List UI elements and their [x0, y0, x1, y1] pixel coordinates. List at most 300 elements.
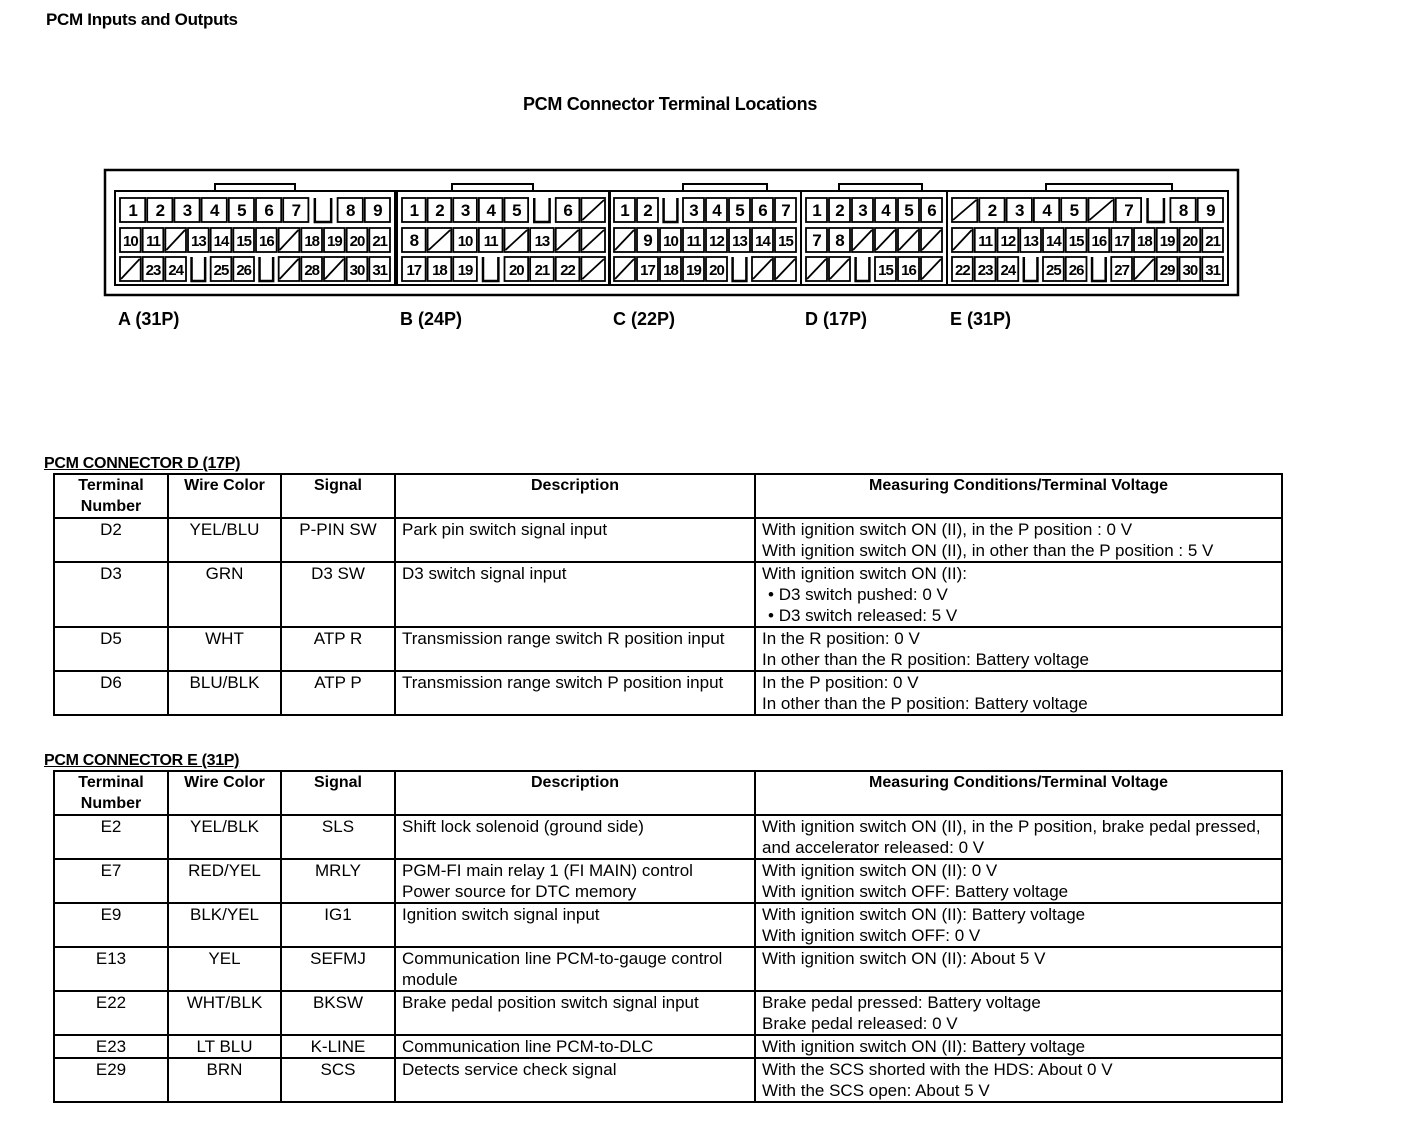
measuring-conditions-cell: [755, 991, 1282, 1035]
measurement-line: With the SCS shorted with the HDS: About 0 V: [762, 1060, 1113, 1079]
svg-text:10: 10: [457, 233, 473, 250]
terminal-cavity: [229, 198, 254, 222]
svg-text:19: 19: [457, 262, 473, 279]
measurement-line: With the SCS open: About 5 V: [762, 1081, 990, 1100]
svg-text:18: 18: [663, 262, 678, 279]
svg-text:2: 2: [155, 201, 165, 220]
terminal-cavity: [143, 257, 164, 281]
blank-cavity: [806, 257, 827, 281]
measurement-line: With ignition switch ON (II), in the P position : 0 V: [762, 520, 1133, 539]
table-row: [54, 1035, 1282, 1058]
description-line: Power source for DTC memory: [402, 882, 637, 901]
connector-key: [534, 198, 549, 222]
svg-text:8: 8: [345, 201, 355, 220]
measurement-bullet: • D3 switch pushed: 0 V: [762, 584, 1275, 605]
blank-cavity: [581, 198, 605, 222]
terminal-number-cell: E29: [54, 1058, 168, 1102]
svg-text:20: 20: [1182, 233, 1198, 250]
terminal-cavity: [1134, 228, 1155, 252]
svg-text:31: 31: [372, 262, 388, 279]
wire-color-cell: GRN: [168, 562, 281, 627]
terminal-number-cell: E22: [54, 991, 168, 1035]
terminal-cavity: [752, 198, 773, 222]
wire-color-cell: WHT: [168, 627, 281, 671]
blank-cavity: [165, 228, 186, 252]
svg-text:7: 7: [781, 201, 790, 220]
svg-text:11: 11: [978, 233, 993, 250]
terminal-cavity: [479, 198, 503, 222]
description-cell: [395, 518, 755, 562]
connector-d-table: [53, 473, 1283, 716]
measuring-conditions-cell: [755, 859, 1282, 903]
connector-diagram: [0, 160, 1408, 305]
terminal-cavity: [1043, 228, 1064, 252]
signal-cell: BKSW: [281, 991, 395, 1035]
svg-text:21: 21: [534, 262, 550, 279]
blank-cavity: [1134, 257, 1155, 281]
col-signal: Signal: [281, 771, 395, 815]
svg-text:1: 1: [128, 201, 137, 220]
svg-text:10: 10: [122, 233, 138, 250]
terminal-cavity: [829, 198, 850, 222]
blank-cavity: [428, 228, 452, 252]
col-wire-color: Wire Color: [168, 771, 281, 815]
svg-text:22: 22: [955, 262, 970, 279]
terminal-cavity: [165, 257, 186, 281]
blank-cavity: [921, 257, 942, 281]
svg-text:27: 27: [1114, 262, 1129, 279]
terminal-cavity: [347, 257, 368, 281]
svg-text:4: 4: [209, 201, 219, 220]
terminal-number-cell: E2: [54, 815, 168, 859]
svg-text:3: 3: [182, 201, 192, 220]
description-cell: [395, 903, 755, 947]
terminal-cavity: [402, 198, 426, 222]
connector-b: [397, 184, 610, 285]
table-row: [54, 627, 1282, 671]
svg-text:17: 17: [640, 262, 655, 279]
page-heading: PCM Inputs and Outputs: [46, 10, 238, 29]
terminal-cavity: [1020, 228, 1041, 252]
terminal-cavity: [453, 257, 477, 281]
connector-key: [664, 198, 678, 222]
table-row: [54, 815, 1282, 859]
connector-a: [115, 184, 395, 285]
terminal-cavity: [706, 257, 727, 281]
terminal-cavity: [706, 228, 727, 252]
terminal-cavity: [998, 257, 1019, 281]
connector-key: [1024, 257, 1038, 281]
svg-text:2: 2: [835, 201, 844, 220]
blank-cavity: [952, 198, 977, 222]
svg-text:26: 26: [236, 262, 252, 279]
wire-color-cell: WHT/BLK: [168, 991, 281, 1035]
blank-cavity: [581, 228, 605, 252]
terminal-cavity: [505, 257, 529, 281]
svg-text:9: 9: [373, 201, 382, 220]
connector-key: [1092, 257, 1106, 281]
svg-text:2: 2: [643, 201, 652, 220]
description-line: Shift lock solenoid (ground side): [402, 817, 644, 836]
terminal-cavity: [1061, 198, 1086, 222]
description-line: Ignition switch signal input: [402, 905, 600, 924]
connector-key: [856, 257, 870, 281]
connector-key: [1148, 198, 1164, 222]
measurement-line: With ignition switch ON (II): Battery voltage: [762, 1037, 1086, 1056]
signal-cell: IG1: [281, 903, 395, 947]
svg-text:20: 20: [709, 262, 724, 279]
terminal-cavity: [1202, 228, 1223, 252]
terminal-number-cell: D6: [54, 671, 168, 715]
terminal-cavity: [428, 257, 452, 281]
svg-text:14: 14: [213, 233, 229, 250]
measurement-line: In the R position: 0 V: [762, 629, 920, 648]
svg-text:1: 1: [620, 201, 629, 220]
terminal-number-cell: D2: [54, 518, 168, 562]
svg-text:31: 31: [1205, 262, 1220, 279]
blank-cavity: [324, 257, 345, 281]
terminal-cavity: [365, 198, 390, 222]
description-line: PGM-FI main relay 1 (FI MAIN) control: [402, 861, 693, 880]
svg-text:6: 6: [758, 201, 767, 220]
blank-cavity: [120, 257, 141, 281]
svg-text:11: 11: [146, 233, 160, 250]
terminal-cavity: [369, 228, 390, 252]
connector-label-b: B (24P): [400, 309, 463, 329]
diagram-title: PCM Connector Terminal Locations: [522, 94, 818, 114]
terminal-number-cell: D3: [54, 562, 168, 627]
terminal-cavity: [530, 228, 554, 252]
svg-text:18: 18: [432, 262, 447, 279]
blank-cavity: [952, 228, 973, 252]
svg-text:17: 17: [1114, 233, 1129, 250]
table-e-title: PCM CONNECTOR E (31P): [44, 752, 240, 769]
terminal-cavity: [233, 228, 254, 252]
blank-cavity: [556, 228, 580, 252]
terminal-cavity: [402, 257, 426, 281]
terminal-cavity: [428, 198, 452, 222]
measurement-line: With ignition switch ON (II), in the P position, brake pedal pressed, and accelerator released: 0 V: [762, 817, 1261, 857]
svg-text:13: 13: [732, 233, 747, 250]
terminal-cavity: [1034, 198, 1059, 222]
measuring-conditions-cell: [755, 815, 1282, 859]
wire-color-cell: RED/YEL: [168, 859, 281, 903]
terminal-cavity: [147, 198, 172, 222]
signal-cell: SEFMJ: [281, 947, 395, 991]
description-cell: [395, 562, 755, 627]
terminal-cavity: [530, 257, 554, 281]
measurement-line: With ignition switch ON (II):: [762, 564, 967, 583]
description-cell: [395, 627, 755, 671]
table-header-row: [54, 771, 1282, 815]
svg-text:5: 5: [512, 201, 521, 220]
blank-cavity: [279, 257, 300, 281]
svg-text:12: 12: [709, 233, 724, 250]
svg-text:19: 19: [1159, 233, 1175, 250]
terminal-cavity: [852, 198, 873, 222]
wire-color-cell: BLK/YEL: [168, 903, 281, 947]
blank-cavity: [775, 257, 796, 281]
table-d-title: PCM CONNECTOR D (17P): [44, 455, 241, 472]
svg-text:13: 13: [190, 233, 206, 250]
table-row: [54, 671, 1282, 715]
terminal-cavity: [683, 228, 704, 252]
svg-text:5: 5: [904, 201, 913, 220]
terminal-cavity: [1157, 257, 1178, 281]
connector-key: [315, 198, 331, 222]
svg-text:8: 8: [409, 231, 419, 250]
terminal-cavity: [301, 228, 322, 252]
svg-text:18: 18: [1137, 233, 1152, 250]
terminal-number-cell: D5: [54, 627, 168, 671]
measurement-line: With ignition switch ON (II): 0 V: [762, 861, 998, 880]
terminal-cavity: [614, 198, 635, 222]
svg-text:5: 5: [735, 201, 744, 220]
col-description: Description: [395, 771, 755, 815]
terminal-cavity: [829, 228, 850, 252]
table-row: [54, 991, 1282, 1035]
description-cell: [395, 815, 755, 859]
svg-text:13: 13: [534, 233, 550, 250]
col-measuring-conditions: Measuring Conditions/Terminal Voltage: [755, 474, 1282, 518]
svg-text:14: 14: [1046, 233, 1061, 250]
svg-text:2: 2: [987, 201, 997, 220]
terminal-cavity: [1116, 198, 1141, 222]
terminal-cavity: [202, 198, 227, 222]
svg-text:15: 15: [236, 233, 252, 250]
svg-text:14: 14: [755, 233, 770, 250]
terminal-cavity: [729, 228, 750, 252]
svg-text:7: 7: [812, 231, 821, 250]
svg-text:19: 19: [326, 233, 342, 250]
description-cell: [395, 991, 755, 1035]
table-row: [54, 859, 1282, 903]
terminal-number-cell: E9: [54, 903, 168, 947]
svg-text:3: 3: [460, 201, 470, 220]
svg-text:30: 30: [349, 262, 365, 279]
col-signal: Signal: [281, 474, 395, 518]
terminal-cavity: [402, 228, 426, 252]
svg-text:30: 30: [1182, 262, 1198, 279]
blank-cavity: [505, 228, 529, 252]
svg-text:25: 25: [213, 262, 229, 279]
measurement-line: With ignition switch OFF: Battery voltage: [762, 882, 1069, 901]
wire-color-cell: BRN: [168, 1058, 281, 1102]
measuring-conditions-cell: [755, 947, 1282, 991]
signal-cell: D3 SW: [281, 562, 395, 627]
svg-text:23: 23: [145, 262, 161, 279]
terminal-number-cell: E7: [54, 859, 168, 903]
terminal-cavity: [556, 257, 580, 281]
measuring-conditions-cell: [755, 518, 1282, 562]
svg-text:2: 2: [435, 201, 444, 220]
svg-text:17: 17: [406, 262, 422, 279]
terminal-cavity: [1180, 257, 1201, 281]
terminal-cavity: [120, 228, 141, 252]
terminal-cavity: [1157, 228, 1178, 252]
terminal-cavity: [952, 257, 973, 281]
svg-text:5: 5: [237, 201, 246, 220]
terminal-cavity: [301, 257, 322, 281]
wire-color-cell: LT BLU: [168, 1035, 281, 1058]
svg-text:13: 13: [1023, 233, 1038, 250]
terminal-cavity: [898, 198, 919, 222]
terminal-cavity: [1170, 198, 1195, 222]
svg-text:12: 12: [1000, 233, 1016, 250]
svg-text:11: 11: [686, 233, 701, 250]
terminal-cavity: [233, 257, 254, 281]
terminal-cavity: [683, 257, 704, 281]
description-line: Transmission range switch R position input: [402, 629, 725, 648]
terminal-cavity: [1007, 198, 1032, 222]
description-cell: [395, 671, 755, 715]
table-row: [54, 562, 1282, 627]
terminal-cavity: [637, 257, 658, 281]
svg-text:4: 4: [712, 201, 721, 220]
connector-key: [192, 257, 206, 281]
terminal-cavity: [706, 198, 727, 222]
connector-label-e: E (31P): [950, 309, 1012, 329]
svg-text:29: 29: [1159, 262, 1175, 279]
signal-cell: SCS: [281, 1058, 395, 1102]
connector-e: [947, 184, 1228, 285]
wire-color-cell: YEL/BLU: [168, 518, 281, 562]
svg-text:16: 16: [901, 262, 916, 279]
signal-cell: ATP P: [281, 671, 395, 715]
description-line: Brake pedal position switch signal input: [402, 993, 699, 1012]
measurement-bullet: • D3 switch released: 5 V: [762, 605, 1275, 626]
table-row: [54, 947, 1282, 991]
terminal-cavity: [998, 228, 1019, 252]
col-terminal-number: Terminal Number: [54, 474, 168, 518]
terminal-cavity: [637, 198, 658, 222]
terminal-cavity: [211, 228, 232, 252]
svg-text:7: 7: [1124, 201, 1133, 220]
connector-c: [609, 184, 801, 285]
svg-text:20: 20: [349, 233, 365, 250]
measurement-line: In the P position: 0 V: [762, 673, 919, 692]
signal-cell: MRLY: [281, 859, 395, 903]
signal-cell: P-PIN SW: [281, 518, 395, 562]
table-row: [54, 518, 1282, 562]
terminal-cavity: [875, 257, 896, 281]
svg-text:15: 15: [878, 262, 893, 279]
description-line: Park pin switch signal input: [402, 520, 608, 539]
terminal-cavity: [752, 228, 773, 252]
blank-cavity: [614, 257, 635, 281]
terminal-cavity: [729, 198, 750, 222]
svg-text:8: 8: [1178, 201, 1188, 220]
svg-text:24: 24: [1000, 262, 1016, 279]
terminal-cavity: [143, 228, 164, 252]
signal-cell: SLS: [281, 815, 395, 859]
signal-cell: K-LINE: [281, 1035, 395, 1058]
terminal-cavity: [979, 198, 1004, 222]
terminal-cavity: [347, 228, 368, 252]
svg-text:18: 18: [304, 233, 320, 250]
terminal-cavity: [283, 198, 308, 222]
measurement-line: With ignition switch ON (II), in other than the P position : 5 V: [762, 541, 1214, 560]
svg-text:11: 11: [483, 233, 498, 250]
blank-cavity: [898, 228, 919, 252]
terminal-cavity: [775, 228, 796, 252]
svg-text:15: 15: [1068, 233, 1084, 250]
wire-color-cell: YEL/BLK: [168, 815, 281, 859]
connector-e-table: [53, 770, 1283, 1103]
connector-d: [801, 184, 947, 285]
svg-text:23: 23: [977, 262, 993, 279]
svg-text:4: 4: [881, 201, 890, 220]
svg-text:3: 3: [858, 201, 867, 220]
terminal-cavity: [256, 198, 281, 222]
terminal-cavity: [453, 228, 477, 252]
blank-cavity: [581, 257, 605, 281]
measuring-conditions-cell: [755, 562, 1282, 627]
terminal-cavity: [505, 198, 529, 222]
svg-text:21: 21: [372, 233, 388, 250]
svg-text:4: 4: [486, 201, 495, 220]
connector-label-c: C (22P): [613, 309, 676, 329]
col-terminal-number: Terminal Number: [54, 771, 168, 815]
description-line: Transmission range switch P position input: [402, 673, 724, 692]
terminal-cavity: [683, 198, 704, 222]
terminal-cavity: [1089, 228, 1110, 252]
blank-cavity: [752, 257, 773, 281]
measuring-conditions-cell: [755, 1035, 1282, 1058]
connector-label-d: D (17P): [805, 309, 868, 329]
measuring-conditions-cell: [755, 1058, 1282, 1102]
description-cell: [395, 1058, 755, 1102]
terminal-cavity: [1111, 228, 1132, 252]
terminal-cavity: [1111, 257, 1132, 281]
svg-text:20: 20: [508, 262, 524, 279]
svg-text:15: 15: [778, 233, 793, 250]
terminal-cavity: [211, 257, 232, 281]
svg-text:16: 16: [258, 233, 274, 250]
connector-key: [483, 257, 498, 281]
terminal-cavity: [921, 198, 942, 222]
connector-key: [260, 257, 274, 281]
terminal-cavity: [338, 198, 363, 222]
description-cell: [395, 859, 755, 903]
svg-text:5: 5: [1069, 201, 1079, 220]
measurement-line: In other than the P position: Battery voltage: [762, 694, 1088, 713]
svg-text:3: 3: [1015, 201, 1024, 220]
svg-text:28: 28: [304, 262, 320, 279]
svg-text:16: 16: [1091, 233, 1107, 250]
measuring-conditions-cell: [755, 627, 1282, 671]
blank-cavity: [921, 228, 942, 252]
terminal-cavity: [637, 228, 658, 252]
svg-text:9: 9: [643, 231, 652, 250]
connector-label-a: A (31P): [118, 309, 180, 329]
svg-text:7: 7: [291, 201, 301, 220]
terminal-cavity: [660, 257, 681, 281]
measurement-line: Brake pedal pressed: Battery voltage: [762, 993, 1041, 1012]
measurement-line: With ignition switch ON (II): Battery voltage: [762, 905, 1086, 924]
table-header-row: [54, 474, 1282, 518]
terminal-cavity: [898, 257, 919, 281]
terminal-cavity: [660, 228, 681, 252]
signal-cell: ATP R: [281, 627, 395, 671]
terminal-cavity: [1066, 228, 1087, 252]
svg-text:19: 19: [686, 262, 701, 279]
svg-text:1: 1: [812, 201, 821, 220]
description-line: Communication line PCM-to-gauge control module: [402, 949, 723, 989]
svg-text:9: 9: [1206, 201, 1215, 220]
terminal-cavity: [1043, 257, 1064, 281]
description-line: Communication line PCM-to-DLC: [402, 1037, 654, 1056]
